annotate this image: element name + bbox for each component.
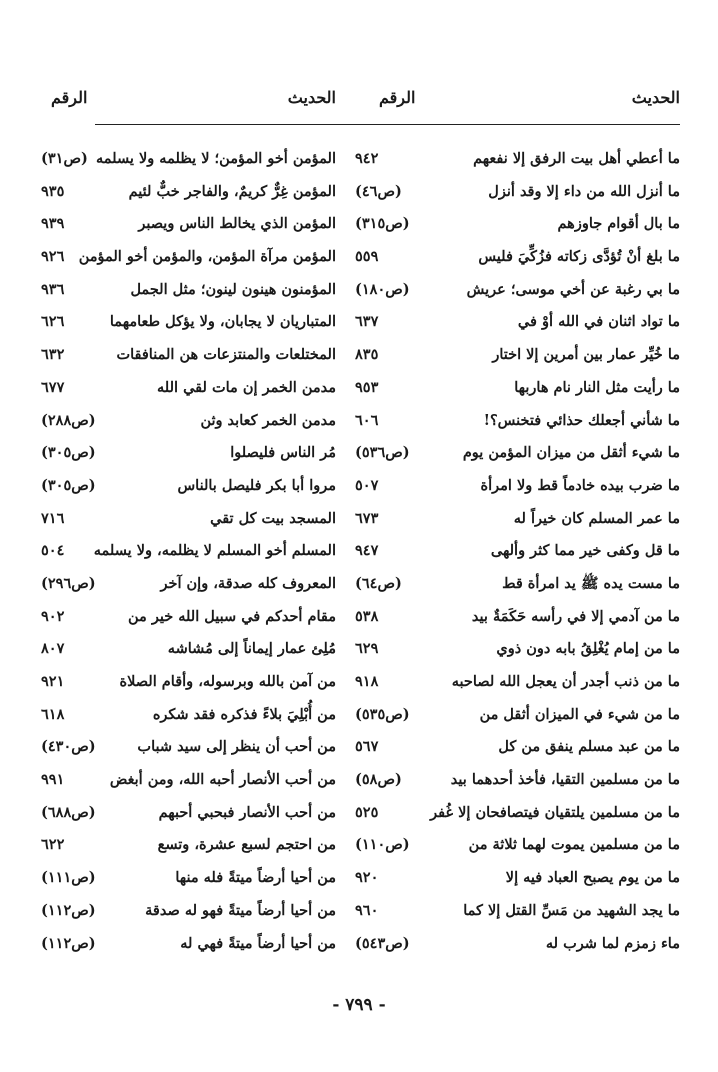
hadith-number: ٩٠٢ <box>41 607 65 625</box>
index-entry <box>355 372 680 405</box>
index-column-right <box>355 143 680 960</box>
index-entry <box>355 274 680 307</box>
hadith-number: ٦٣٧ <box>355 313 379 331</box>
hadith-text: ما شيء أثقل من ميزان المؤمن يوم <box>462 444 680 462</box>
hadith-number: (ص١١٢) <box>41 934 96 952</box>
hadith-number: ٦٧٣ <box>355 509 379 527</box>
hadith-number: ٦٣٢ <box>41 346 65 364</box>
index-entry <box>41 829 336 862</box>
hadith-text: من آمن بالله وبرسوله، وأقام الصلاة <box>119 673 336 690</box>
hadith-text: المؤمن مرآة المؤمن، والمؤمن أخو المؤمن <box>78 248 336 266</box>
hadith-number: ٩٩١ <box>41 771 65 789</box>
hadith-number: (ص١١١) <box>41 869 96 887</box>
hadith-text: ما من يوم يصبح العباد فيه إلا <box>505 869 680 887</box>
hadith-number: (ص١١٢) <box>41 901 96 919</box>
index-entry <box>41 699 336 732</box>
index-entry <box>41 862 336 895</box>
index-entry <box>355 339 680 372</box>
hadith-number: ٥٣٨ <box>355 607 379 625</box>
index-entry <box>355 503 680 536</box>
hadith-text: ما رأيت مثل النار نام هاربها <box>514 378 680 396</box>
hadith-number: ٩٢١ <box>41 673 65 690</box>
hadith-text: ما من مسلمين يموت لهما ثلاثة من <box>468 836 680 854</box>
hadith-number: ٩١٨ <box>355 673 379 690</box>
header-number-label: الرقم <box>379 88 416 107</box>
hadith-text: ما أعطي أهل بيت الرفق إلا نفعهم <box>473 150 680 167</box>
index-entry <box>41 568 336 601</box>
index-entry <box>355 731 680 764</box>
hadith-text: المسجد بيت كل تقي <box>210 509 336 527</box>
hadith-number: (ص٦٨٨) <box>41 803 96 821</box>
hadith-text: ما شأني أجعلك حذائي فتخنس؟! <box>483 411 680 429</box>
hadith-text: ما من مسلمين التقيا، فأخذ أحدهما بيد <box>450 771 680 789</box>
hadith-text: ما بلغ أنْ تُؤدَّى زكاته فزُكِّيَ فليس <box>478 248 680 266</box>
index-entry <box>41 306 336 339</box>
header-hadith-label: الحديث <box>287 88 336 107</box>
hadith-number: ٩٦٠ <box>355 901 379 919</box>
index-entry <box>355 633 680 666</box>
hadith-text: ما مست يده ﷺ يد امرأة قط <box>502 574 680 592</box>
hadith-text: مدمن الخمر كعابد وثن <box>200 411 336 429</box>
hadith-text: ما من مسلمين يلتقيان فيتصافحان إلا غُفر <box>430 803 680 821</box>
index-entry <box>41 274 336 307</box>
hadith-number: ٩٤٧ <box>355 542 379 560</box>
hadith-text: ما قل وكفى خير مما كثر وألهى <box>490 542 680 560</box>
hadith-number: ٩٣٥ <box>41 182 65 200</box>
hadith-number: ٦٢٩ <box>355 640 379 658</box>
hadith-number: ٦١٨ <box>41 705 65 723</box>
hadith-text: المؤمن غِرٌّ كريمٌ، والفاجر خبٌّ لئيم <box>128 182 336 200</box>
index-column-left <box>41 143 336 960</box>
index-entry <box>355 895 680 928</box>
index-entry <box>355 470 680 503</box>
index-entry <box>41 405 336 438</box>
hadith-text: مُر الناس فليصلوا <box>230 444 336 462</box>
hadith-text: المتباريان لا يجابان، ولا يؤكل طعامهما <box>109 313 336 331</box>
hadith-text: مُلِئ عمار إيماناً إلى مُشاشه <box>167 640 336 658</box>
hadith-number: ٥٠٧ <box>355 476 379 494</box>
hadith-text: من احتجم لسبع عشرة، وتسع <box>157 836 336 854</box>
index-entry <box>41 143 336 176</box>
index-entry <box>41 601 336 634</box>
hadith-text: مقام أحدكم في سبيل الله خير من <box>127 607 336 625</box>
hadith-text: ما ضرب بيده خادماً قط ولا امرأة <box>480 476 680 494</box>
hadith-number: ٨٣٥ <box>355 346 379 364</box>
hadith-number: ٩٥٣ <box>355 378 379 396</box>
hadith-number: ٩٤٢ <box>355 150 379 167</box>
hadith-number: ٩٣٦ <box>41 280 65 298</box>
hadith-number: ٥٦٧ <box>355 738 379 756</box>
hadith-number: (ص٤٣٠) <box>41 738 96 756</box>
hadith-number: ٥٢٥ <box>355 803 379 821</box>
index-entry <box>41 372 336 405</box>
index-entry <box>355 437 680 470</box>
index-entry <box>41 437 336 470</box>
hadith-number: (ص٢٨٨) <box>41 411 96 429</box>
column-header-left <box>41 88 336 112</box>
hadith-text: المسلم أخو المسلم لا يظلمه، ولا يسلمه <box>93 542 336 560</box>
hadith-number: (ص٥٣٥) <box>355 705 410 723</box>
index-entry <box>355 829 680 862</box>
index-entry <box>355 862 680 895</box>
column-header-right <box>355 88 680 112</box>
hadith-number: ٦٧٧ <box>41 378 65 396</box>
index-entry <box>41 797 336 830</box>
index-entry <box>41 535 336 568</box>
hadith-number: (ص٥٤٣) <box>355 934 410 952</box>
hadith-text: من أحيا أرضاً ميتةً فله منها <box>175 869 336 887</box>
header-number-label: الرقم <box>51 88 88 107</box>
hadith-text: المختلعات والمنتزعات هن المنافقات <box>116 346 336 364</box>
index-entry <box>355 797 680 830</box>
hadith-text: من أحب أن ينظر إلى سيد شباب <box>137 738 336 756</box>
index-entry <box>355 928 680 961</box>
hadith-text: المؤمن الذي يخالط الناس ويصبر <box>138 215 336 233</box>
hadith-text: المؤمن أخو المؤمن؛ لا يظلمه ولا يسلمه <box>96 150 336 167</box>
hadith-text: المؤمنون هينون لينون؛ مثل الجمل <box>130 280 336 298</box>
hadith-text: ما من آدمي إلا في رأسه حَكَمَةٌ بيد <box>471 607 680 625</box>
header-divider <box>95 124 680 125</box>
hadith-number: (ص١٨٠) <box>355 280 410 298</box>
hadith-text: ما أنزل الله من داء إلا وقد أنزل <box>488 182 680 200</box>
index-entry <box>355 666 680 699</box>
hadith-number: (ص٥٨) <box>355 771 402 789</box>
hadith-text: من أحب الأنصار أحبه الله، ومن أبغض <box>109 771 336 789</box>
index-entry <box>355 568 680 601</box>
index-entry <box>41 666 336 699</box>
index-entry <box>41 633 336 666</box>
index-entry <box>355 241 680 274</box>
index-entry <box>355 176 680 209</box>
hadith-number: (ص٣٠٥) <box>41 444 96 462</box>
hadith-text: ما من عبد مسلم ينفق من كل <box>498 738 680 756</box>
hadith-number: ٩٣٩ <box>41 215 65 233</box>
hadith-number: (ص٣١٥) <box>355 215 410 233</box>
hadith-number: (ص١١٠) <box>355 836 410 854</box>
hadith-text: ماء زمزم لما شرب له <box>545 934 680 952</box>
hadith-text: ما تواد اثنان في الله أوْ في <box>517 313 680 331</box>
hadith-number: (ص٢٩٦) <box>41 574 96 592</box>
header-hadith-label: الحديث <box>631 88 680 107</box>
hadith-number: (ص٤٦) <box>355 182 402 200</box>
hadith-text: ما من إمام يُغْلِقُ بابه دون ذوي <box>496 640 680 658</box>
hadith-number: ٩٢٠ <box>355 869 379 887</box>
index-entry <box>41 339 336 372</box>
index-entry <box>41 928 336 961</box>
hadith-text: من أحيا أرضاً ميتةً فهو له صدقة <box>145 901 336 919</box>
index-entry <box>41 470 336 503</box>
index-entry <box>355 143 680 176</box>
index-entry <box>41 764 336 797</box>
hadith-number: ٦٢٦ <box>41 313 65 331</box>
hadith-text: ما خُيِّر عمار بين أمرين إلا اختار <box>492 346 680 364</box>
hadith-number: ٥٥٩ <box>355 248 379 266</box>
index-entry <box>355 601 680 634</box>
hadith-number: ٦٢٢ <box>41 836 65 854</box>
index-entry <box>355 405 680 438</box>
index-entry <box>355 699 680 732</box>
hadith-text: المعروف كله صدقة، وإن آخر <box>160 574 336 592</box>
hadith-text: ما يجد الشهيد من مَسِّ القتل إلا كما <box>463 901 680 919</box>
hadith-number: ٥٠٤ <box>41 542 65 560</box>
hadith-number: ٧١٦ <box>41 509 65 527</box>
hadith-number: (ص٦٤) <box>355 574 402 592</box>
index-entry <box>41 503 336 536</box>
hadith-text: مروا أبا بكر فليصل بالناس <box>177 476 336 494</box>
index-entry <box>355 306 680 339</box>
hadith-number: (ص٣٠٥) <box>41 476 96 494</box>
page-number: - ٧٩٩ - <box>332 995 386 1015</box>
hadith-text: مدمن الخمر إن مات لقي الله <box>157 378 336 396</box>
hadith-text: من أحيا أرضاً ميتةً فهي له <box>180 934 336 952</box>
index-entry <box>41 241 336 274</box>
index-entry <box>41 208 336 241</box>
hadith-text: من أُبْلِيَ بلاءً فذكره فقد شكره <box>152 705 336 723</box>
hadith-number: ٩٢٦ <box>41 248 65 266</box>
index-entry <box>355 208 680 241</box>
index-entry <box>41 731 336 764</box>
index-entry <box>355 764 680 797</box>
hadith-number: (ص٣١) <box>41 150 88 167</box>
index-entry <box>41 176 336 209</box>
hadith-text: ما من شيء في الميزان أثقل من <box>479 705 680 723</box>
hadith-text: ما عمر المسلم كان خيراً له <box>513 509 680 527</box>
hadith-text: ما بال أقوام جاوزهم <box>557 215 680 233</box>
hadith-number: ٨٠٧ <box>41 640 65 658</box>
index-entry <box>355 535 680 568</box>
hadith-text: ما بي رغبة عن أخي موسى؛ عريش <box>466 280 680 298</box>
hadith-number: ٦٠٦ <box>355 411 379 429</box>
hadith-number: (ص٥٣٦) <box>355 444 410 462</box>
hadith-text: من أحب الأنصار فبحبي أحبهم <box>158 803 336 821</box>
index-entry <box>41 895 336 928</box>
hadith-text: ما من ذنب أجدر أن يعجل الله لصاحبه <box>451 673 680 690</box>
